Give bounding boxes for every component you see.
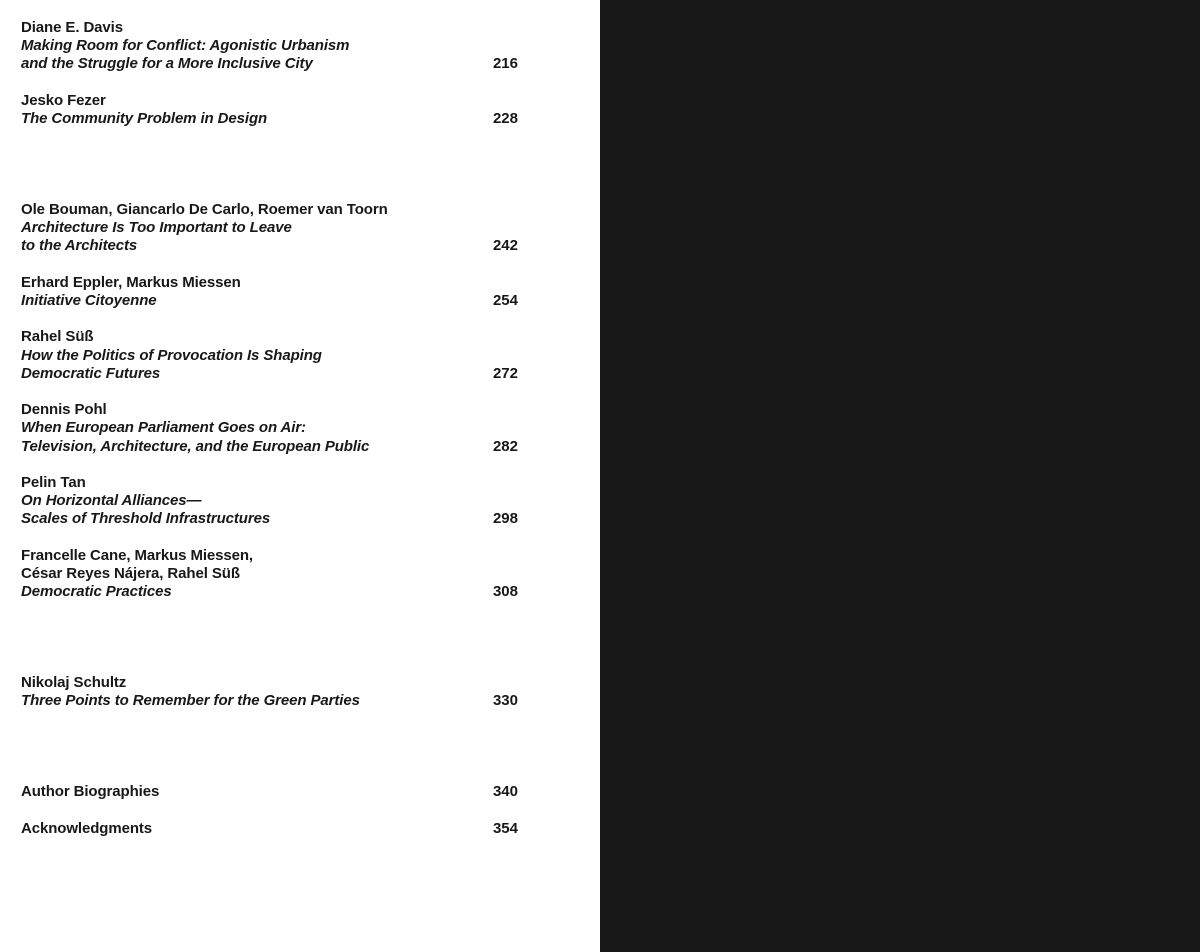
entry-page-number: 228 [492, 110, 518, 127]
entry-page-number: 254 [492, 292, 518, 309]
entry-title: Democratic Futures [21, 364, 161, 382]
entry-title: When European Parliament Goes on Air: [21, 419, 306, 437]
entry-title: Television, Architecture, and the European Public [21, 437, 370, 455]
toc-entry [21, 92, 518, 128]
entry-page-number: 340 [492, 783, 518, 801]
dark-facing-page [600, 0, 1200, 952]
entry-title: Scales of Threshold Infrastructures [21, 510, 271, 528]
table-of-contents [21, 19, 518, 856]
back-matter-label: Author Biographies [21, 783, 160, 801]
back-matter-label: Acknowledgments [21, 819, 153, 837]
entry-title: and the Struggle for a More Inclusive City [21, 55, 313, 73]
toc-entry [21, 274, 518, 310]
entry-title: to the Architects [21, 237, 138, 255]
entry-title: Making Room for Conflict: Agonistic Urbanism [21, 37, 350, 55]
entry-page-number: 298 [492, 510, 518, 528]
toc-entry [21, 328, 518, 383]
entry-author: Erhard Eppler, Markus Miessen [21, 273, 241, 291]
entry-author: Ole Bouman, Giancarlo De Carlo, Roemer van Toorn [21, 201, 388, 218]
toc-entry [21, 201, 518, 256]
entry-title: The Community Problem in Design [21, 110, 268, 127]
entry-title: Initiative Citoyenne [21, 292, 157, 309]
entry-author: Pelin Tan [21, 473, 86, 491]
entry-author: Diane E. Davis [21, 19, 123, 36]
entry-page-number: 308 [492, 583, 518, 601]
entry-author: Nikolaj Schultz [21, 674, 127, 692]
entry-author: Dennis Pohl [21, 401, 107, 419]
toc-back-matter-acknowledgments [21, 820, 518, 838]
entry-author: Francelle Cane, Markus Miessen, [21, 546, 254, 564]
toc-entry [21, 401, 518, 456]
entry-title: Democratic Practices [21, 583, 172, 601]
entry-page-number: 242 [492, 237, 518, 255]
entry-page-number: 272 [492, 364, 518, 382]
toc-entry [21, 474, 518, 529]
entry-author: Jesko Fezer [21, 91, 106, 109]
toc-back-matter-biographies [21, 783, 518, 801]
toc-entry [21, 674, 518, 710]
entry-page-number: 282 [492, 437, 518, 455]
entry-title: How the Politics of Provocation Is Shaping [21, 346, 322, 364]
entry-page-number: 354 [492, 819, 518, 837]
entry-title: Three Points to Remember for the Green Parties [21, 692, 360, 710]
entry-author: Rahel Süß [21, 328, 94, 346]
entry-title: On Horizontal Alliances— [21, 492, 202, 510]
entry-title: Architecture Is Too Important to Leave [21, 219, 292, 237]
entry-page-number: 216 [492, 55, 518, 73]
entry-page-number: 330 [492, 692, 518, 710]
toc-entry [21, 547, 518, 602]
toc-entry [21, 19, 518, 74]
entry-author: César Reyes Nájera, Rahel Süß [21, 564, 240, 582]
